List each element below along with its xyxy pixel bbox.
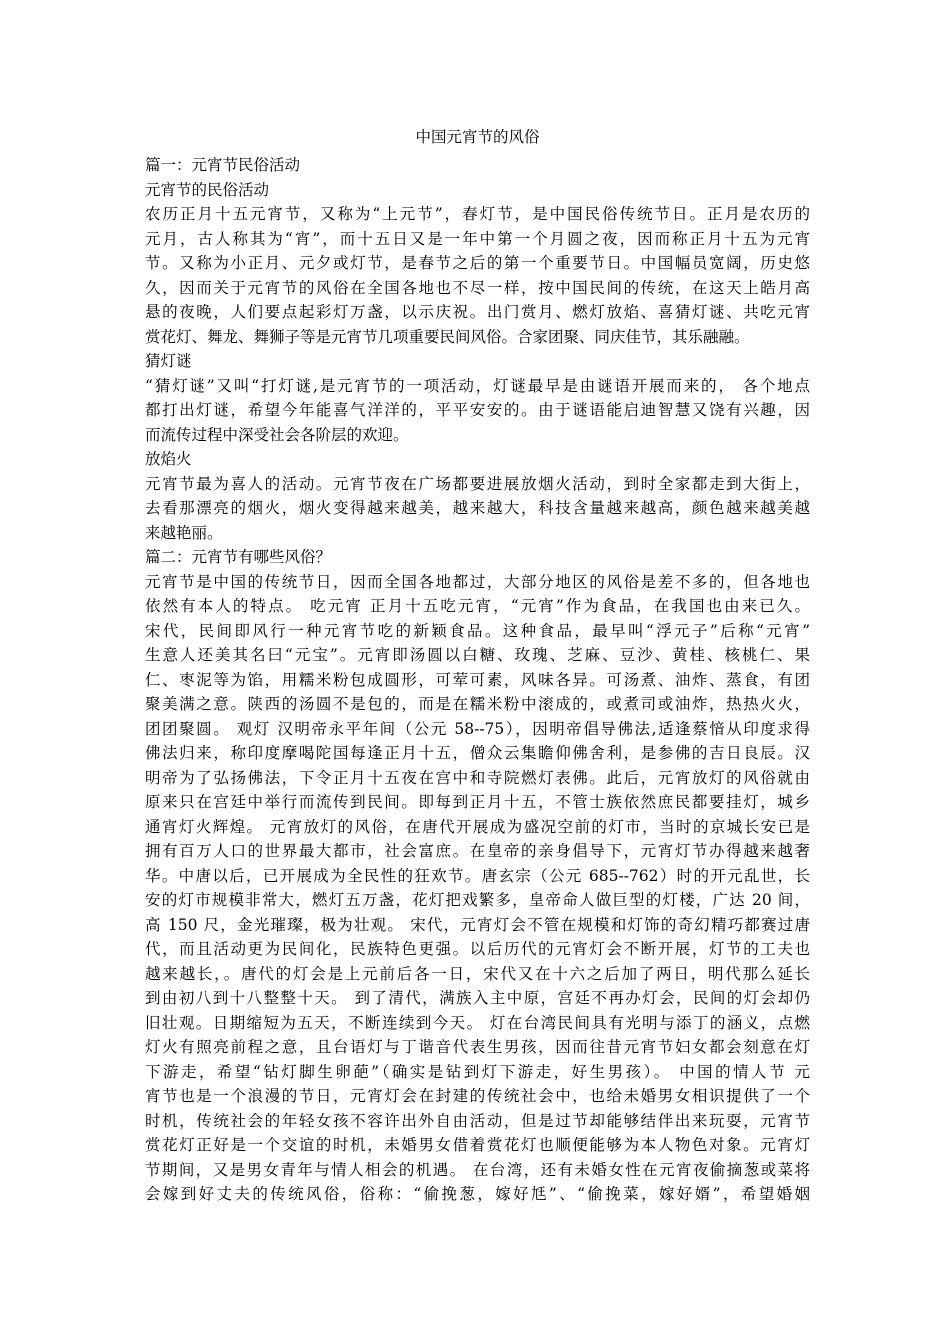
body-line: 猜灯谜 xyxy=(145,352,192,370)
body-line: “猜灯谜”又叫“打灯谜,是元宵节的一项活动，灯谜最早是由谜语开展而来的， 各个地点 xyxy=(145,376,810,395)
body-line: 元月，古人称其为“宵”，而十五日又是一年中第一个月圆之夜，因而称正月十五为元宵 xyxy=(145,229,810,248)
body-line: 下游走，希望“钻灯脚生卵葩”（确实是钻到灯下游走，好生男孩）。 中国的情人节 元 xyxy=(145,1062,810,1081)
body-line: 华。中唐以后，已开展成为全民性的狂欢节。唐玄宗（公元 685--762）时的开元乱世，长 xyxy=(145,866,810,885)
body-line: 宵节也是一个浪漫的节日，元宵灯会在封建的传统社会中，也给未婚男女相识提供了一个 xyxy=(145,1087,810,1105)
body-line: 会嫁到好丈夫的传统风俗，俗称：“偷挽葱，嫁好尪”、“偷挽菜，嫁好婿”，希望婚姻 xyxy=(145,1185,810,1203)
body-line: 团团聚圆。 观灯 汉明帝永平年间（公元 58--75），因明帝倡导佛法,适逢蔡愔从印度求得 xyxy=(145,719,810,738)
document-page xyxy=(145,122,810,1207)
body-line: 放焰火 xyxy=(145,450,192,468)
body-line: 悬的夜晚，人们要点起彩灯万盏，以示庆祝。出门赏月、燃灯放焰、喜猜灯谜、共吃元宵 xyxy=(145,303,810,321)
body-line: 赏花灯、舞龙、舞狮子等是元宵节几项重要民间风俗。合家团聚、同庆佳节，其乐融融。 xyxy=(145,327,750,346)
body-line: 久，因而关于元宵节的风俗在全国各地也不尽一样，按中国民间的传统，在这天上皓月高 xyxy=(145,278,810,297)
body-line: 来越艳丽。 xyxy=(145,523,223,542)
body-line: 篇一：元宵节民俗活动 xyxy=(145,156,301,174)
body-line: 去看那漂亮的烟火，烟火变得越来越美，越来越大，科技含量越来越高，颜色越来越美越 xyxy=(145,499,810,517)
body-line: 而流传过程中深受社会各阶层的欢迎。 xyxy=(145,425,409,444)
body-line: 聚美满之意。陕西的汤圆不是包的，而是在糯米粉中滚成的，或煮司或油炸，热热火火， xyxy=(145,695,810,713)
body-line: 篇二：元宵节有哪些风俗？ xyxy=(145,548,332,566)
body-line: 旧壮观。日期缩短为五天，不断连续到今天。 灯在台湾民间具有光明与添丁的涵义，点燃 xyxy=(145,1013,810,1032)
body-line: 元宵节最为喜人的活动。元宵节夜在广场都要进展放烟火活动，到时全家都走到大街上， xyxy=(145,474,810,493)
document-body xyxy=(145,153,810,1207)
body-line: 到由初八到十八整整十天。 到了清代，满族入主中原，宫廷不再办灯会，民间的灯会却仍 xyxy=(145,989,810,1007)
page-title: 中国元宵节的风俗 xyxy=(415,128,540,146)
body-line: 节期间，又是男女青年与情人相会的机遇。 在台湾，还有未婚女性在元宵夜偷摘葱或菜将 xyxy=(145,1160,810,1179)
body-line: 农历正月十五元宵节，又称为“上元节”，春灯节，是中国民俗传统节日。正月是农历的 xyxy=(145,205,810,223)
body-line: 节。又称为小正月、元夕或灯节，是春节之后的第一个重要节日。中国幅员宽阔，历史悠 xyxy=(145,254,810,272)
body-line: 通宵灯火辉煌。 元宵放灯的风俗，在唐代开展成为盛况空前的灯市，当时的京城长安已是 xyxy=(145,817,810,836)
body-line: 元宵节的民俗活动 xyxy=(145,180,270,199)
body-line: 原来只在宫廷中举行而流传到民间。即每到正月十五，不管士族依然庶民都要挂灯，城乡 xyxy=(145,793,810,811)
body-line: 宋代，民间即风行一种元宵节吃的新颖食品。这种食品，最早叫“浮元子”后称“元宵” xyxy=(145,621,810,640)
body-line: 生意人还美其名曰“元宝”。元宵即汤圆以白糖、玫瑰、芝麻、豆沙、黄桂、核桃仁、果 xyxy=(145,646,810,664)
body-line: 安的灯市规模非常大，燃灯五万盏，花灯把戏繁多，皇帝命人做巨型的灯楼，广达 20 间， xyxy=(145,891,810,909)
body-line: 拥有百万人口的世界最大都市，社会富庶。在皇帝的亲身倡导下，元宵灯节办得越来越奢 xyxy=(145,842,810,860)
body-line: 灯火有照亮前程之意，且台语灯与丁谐音代表生男孩，因而往昔元宵节妇女都会刻意在灯 xyxy=(145,1038,810,1056)
body-line: 都打出灯谜，希望今年能喜气洋洋的，平平安安的。由于谜语能启迪智慧又饶有兴趣，因 xyxy=(145,401,810,419)
body-line: 代，而且活动更为民间化，民族特色更强。以后历代的元宵灯会不断开展，灯节的工夫也 xyxy=(145,940,810,958)
body-line: 赏花灯正好是一个交谊的时机，未婚男女借着赏花灯也顺便能够为本人物色对象。元宵灯 xyxy=(145,1136,810,1154)
body-line: 高 150 尺，金光璀璨，极为壮观。 宋代，元宵灯会不管在规模和灯饰的奇幻精巧都赛过唐 xyxy=(145,915,810,934)
body-line: 元宵节是中国的传统节日，因而全国各地都过，大部分地区的风俗是差不多的，但各地也 xyxy=(145,572,810,591)
body-line: 越来越长，。唐代的灯会是上元前后各一日，宋代又在十六之后加了两日，明代那么延长 xyxy=(145,964,810,983)
body-line: 仁、枣泥等为馅，用糯米粉包成圆形，可荤可素，风味各异。可汤煮、油炸、蒸食，有团 xyxy=(145,670,810,689)
body-line: 时机，传统社会的年轻女孩不容许出外自由活动，但是过节却能够结伴出来玩耍，元宵节 xyxy=(145,1111,810,1130)
body-line: 佛法归来，称印度摩喝陀国每逢正月十五，僧众云集瞻仰佛舍利，是参佛的吉日良辰。汉 xyxy=(145,744,810,762)
body-line: 依然有本人的特点。 吃元宵 正月十五吃元宵，“元宵”作为食品，在我国也由来已久。 xyxy=(145,597,810,615)
body-line: 明帝为了弘扬佛法，下令正月十五夜在宫中和寺院燃灯表佛。此后，元宵放灯的风俗就由 xyxy=(145,768,810,787)
